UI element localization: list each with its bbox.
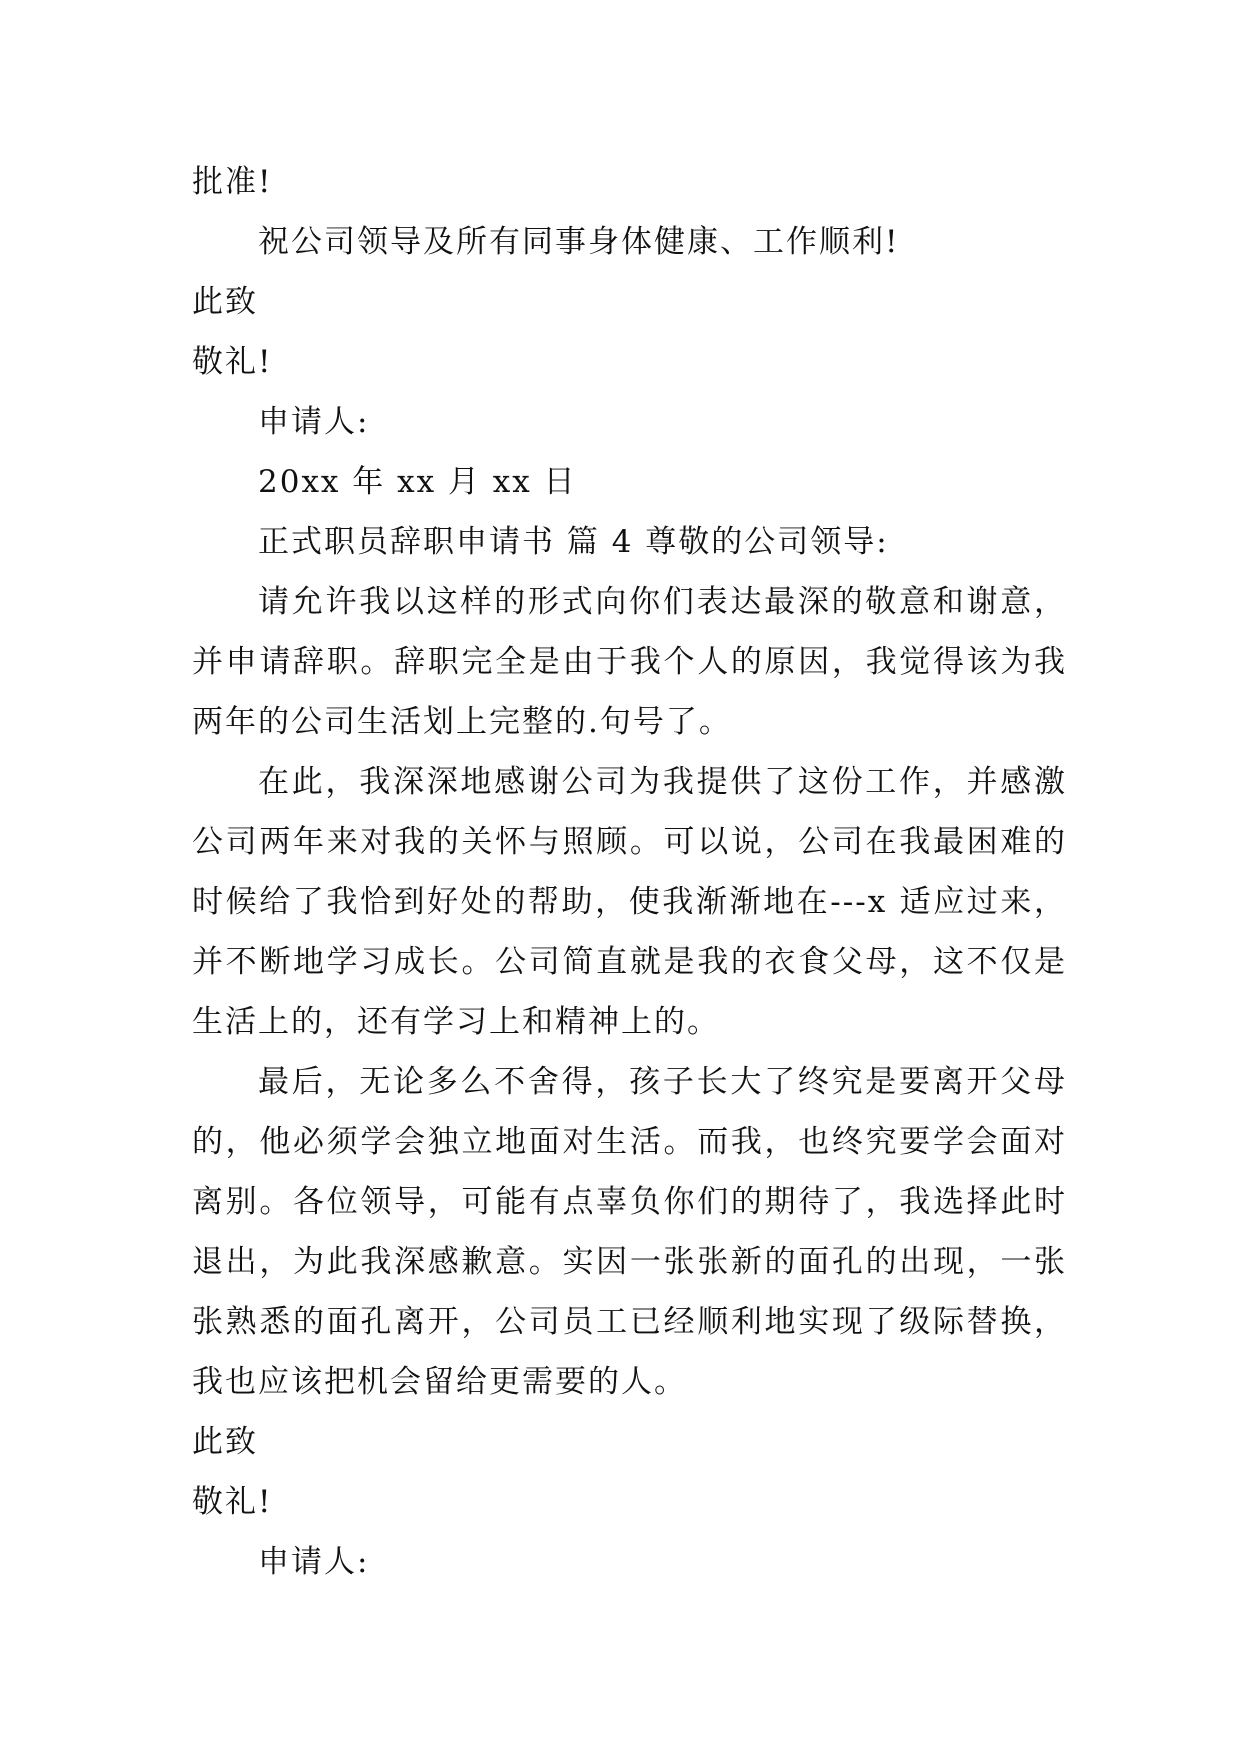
salutation-line: 此致 — [192, 284, 258, 320]
regards-line: 敬礼! — [192, 344, 273, 380]
wishes-line: 祝公司领导及所有同事身体健康、工作顺利! — [258, 224, 900, 260]
body-paragraph: 最后，无论多么不舍得，孩子长大了终究是要离开父母的，他必须学会独立地面对生活。而我，也终究要学会面对离别。各位领导，可能有点辜负你们的期待了，我选择此时退出，为此我深感歉意。实因一张张新的面孔的出现，一张张熟悉的面孔离开，公司员工已经顺利地实现了级际替换，我也应该把机会留给更需要的人。 — [192, 1064, 1067, 1400]
body-paragraph: 请允许我以这样的形式向你们表达最深的敬意和谢意，并申请辞职。辞职完全是由于我个人的原因，我觉得该为我两年的公司生活划上完整的.句号了。 — [192, 584, 1067, 740]
applicant-line: 申请人: — [258, 404, 370, 440]
closing-salutation-line: 此致 — [192, 1424, 258, 1460]
approval-line: 批准! — [192, 164, 273, 200]
document-body — [192, 152, 1067, 1592]
closing-regards-line: 敬礼! — [192, 1484, 273, 1520]
section-heading: 正式职员辞职申请书 篇 4 尊敬的公司领导: — [258, 524, 889, 560]
body-paragraph: 在此，我深深地感谢公司为我提供了这份工作，并感激公司两年来对我的关怀与照顾。可以说，公司在我最困难的时候给了我恰到好处的帮助，使我渐渐地在---x 适应过来，并不断地学习成长。公司简直就是我的衣食父母，这不仅是生活上的，还有学习上和精神上的。 — [192, 764, 1067, 1040]
closing-applicant-line: 申请人: — [258, 1544, 370, 1580]
date-line: 20xx 年 xx 月 xx 日 — [258, 464, 577, 500]
